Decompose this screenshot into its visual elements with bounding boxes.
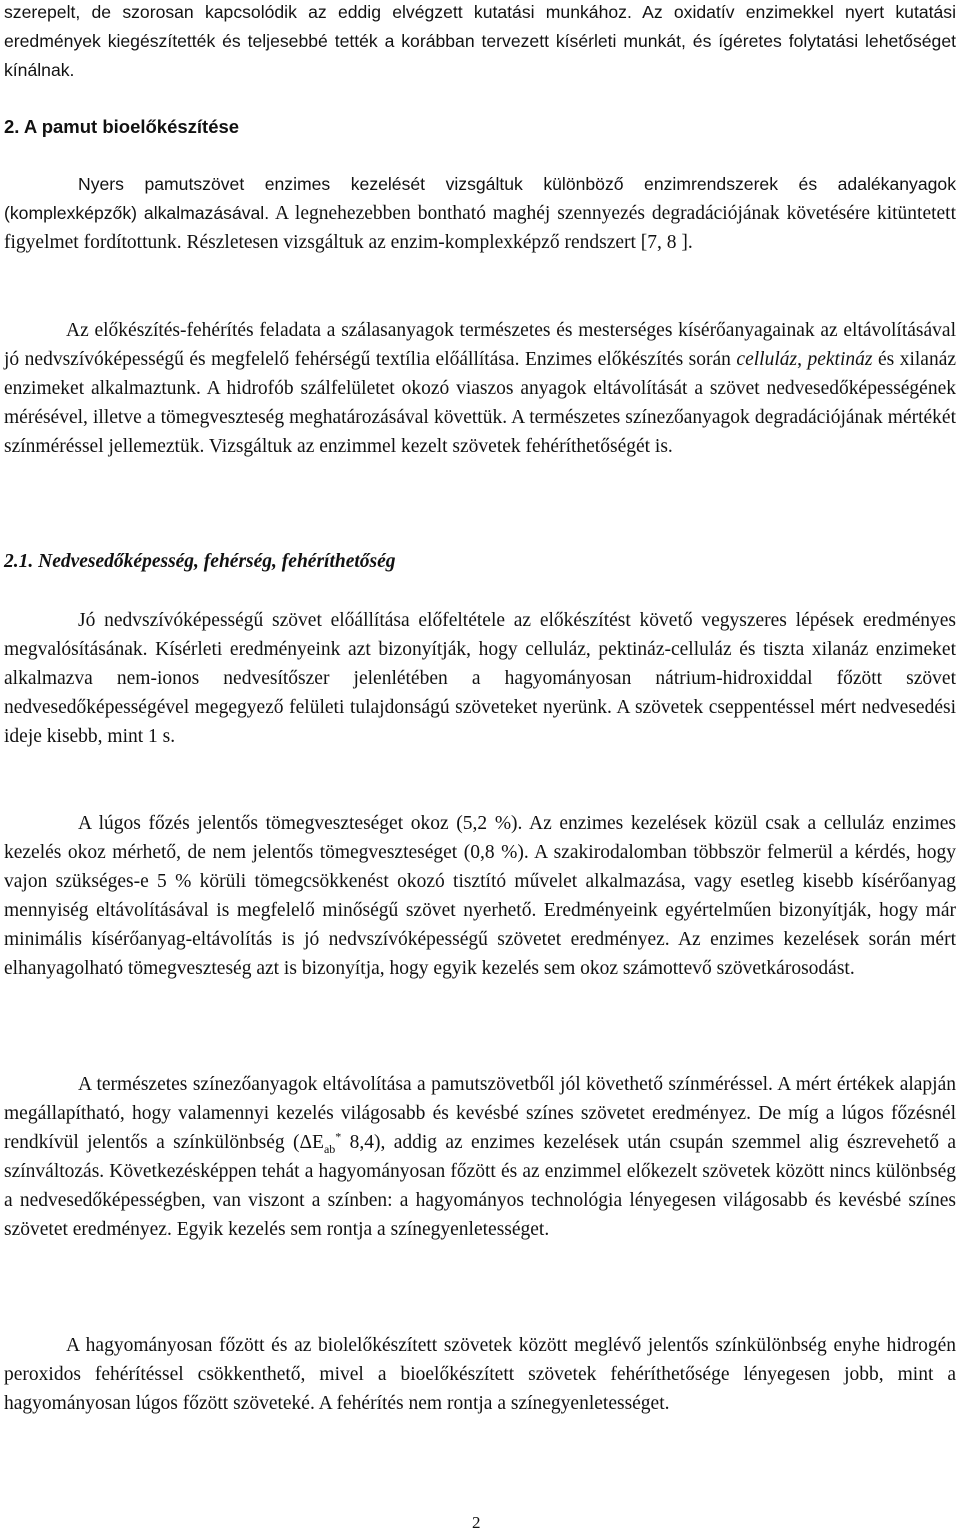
section21-paragraph-3: [4, 1070, 956, 1244]
section2-p1-sentence-1: Nyers pamutszövet enzimes kezelését vizsgáltuk különböző enzimrendszerek és adalékanyagok (komplexképzők) alkalmazásával.: [4, 174, 956, 223]
section-heading-2-1: 2.1. Nedvesedőképesség, fehérség, fehéríthetőség: [4, 551, 396, 572]
comma: ,: [797, 349, 808, 370]
delta-e-symbol: ΔE: [299, 1132, 324, 1153]
section-heading-2: 2. A pamut bioelőkészítése: [4, 116, 240, 137]
section21-p3-part-b: 8,4), addig az enzimes kezelések után csupán szemmel alig észrevehető a színváltozás. Következésképpen tehát a hagyományosan főzött és az enzimmel előkezelt szövetek között nincs különbség a nedvesedőképességben, van viszont a színben: a hagyományos technológia lényegesen világosabb és kevésbé színes szövetet eredményez. Egyik kezelés sem rontja a színegyenletességet.: [4, 1132, 957, 1240]
intro-paragraph: szerepelt, de szorosan kapcsolódik az eddig elvégzett kutatási munkához. Az oxidatív enzimekkel nyert kutatási eredmények kiegészítették és teljesebbé tették a korábban tervezett kísérleti munkát, és ígéretes folytatási lehetőséget kínálnak.: [4, 2, 956, 80]
term-pektinaz: pektináz: [807, 349, 873, 370]
delta-e-subscript: ab: [323, 1141, 336, 1156]
section2-p1-rest: A legnehezebben bontható maghéj szennyezés degradációjának követésére kitüntetett figyelmet fordítottunk. Részletesen vizsgáltuk az enzim-komplexképző rendszert [7, 8 ].: [4, 203, 957, 253]
section2-paragraph-2: [4, 316, 956, 461]
term-cellulaz: celluláz: [736, 349, 798, 370]
section2-p2-part-a: Az előkészítés-fehérítés feladata a szálasanyagok természetes és mesterséges kísérőanyagainak az eltávolításával jó nedvszívóképességű és megfelelő fehérségű textília előállítása. Enzimes előkészítés során: [4, 320, 956, 370]
delta-e-superscript: *: [335, 1129, 342, 1144]
section2-p2-part-b: és xilanáz enzimeket alkalmaztunk. A hidrofób szálfelületet okozó viaszos anyagok eltávolítását a szövet nedvesedőképességének mérésével, illetve a tömegveszteség meghatározásával követtük. A természetes színezőanyagok degradációjának mértékét színméréssel jellemeztük. Vizsgáltuk az enzimmel kezelt szövetek fehéríthetőségét is.: [4, 349, 957, 457]
page-number: 2: [472, 1513, 481, 1532]
section21-p3-part-a: A természetes színezőanyagok eltávolítása a pamutszövetből jól követhető színméréssel. A mért értékek alapján megállapítható, hogy valamennyi kezelés világosabb és kevésbé színes szövetet eredményez. De míg a lúgos főzésnél rendkívül jelentős a színkülönbség (: [4, 1074, 956, 1153]
section21-paragraph-2: A lúgos főzés jelentős tömegveszteséget okoz (5,2 %). Az enzimes kezelések közül csak a celluláz enzimes kezelés okoz mérhető, de nem jelentős tömegveszteséget (0,8 %). A szakirodalomban többször felmerül a kérdés, hogy vajon szükséges-e 5 % körüli tömegcsökkenést okozó tisztító művelet alkalmazása, vagy esetleg kisebb kísérőanyag mennyiség eltávolításával is megfelelő minőségű szövet nyerhető. Eredményeink egyértelműen bizonyítják, hogy már minimális kísérőanyag-eltávolítás is jó nedvszívóképességű szövetet eredményez. Az enzimes kezelések során mért elhanyagolható tömegveszteség azt is bizonyítja, hogy egyik kezelés sem okoz számottevő szövetkárosodást.: [4, 813, 956, 979]
section21-paragraph-1: Jó nedvszívóképességű szövet előállítása előfeltétele az előkészítést követő vegyszeres lépések eredményes megvalósításának. Kísérleti eredményeink azt bizonyítják, hogy celluláz, pektináz-celluláz és tiszta xilanáz enzimeket alkalmazva nem-ionos nedvesítőszer jelenlétében a hagyományosan nátrium-hidroxiddal főzött szövet nedvesedőképességével megegyező felületi tulajdonságú szöveteket nyerünk. A szövetek cseppentéssel mért nedvesedési ideje kisebb, mint 1 s.: [4, 610, 956, 747]
section2-paragraph-1: [4, 170, 956, 257]
section21-paragraph-4: A hagyományosan főzött és az biolelőkészített szövetek között meglévő jelentős színkülönbség enyhe hidrogén peroxidos fehérítéssel csökkenthető, mivel a bioelőkészített szövetek fehéríthetősége lényegesen jobb, mint a hagyományosan lúgos főzött szöveteké. A fehérítés nem rontja a színegyenletességet.: [4, 1335, 956, 1414]
